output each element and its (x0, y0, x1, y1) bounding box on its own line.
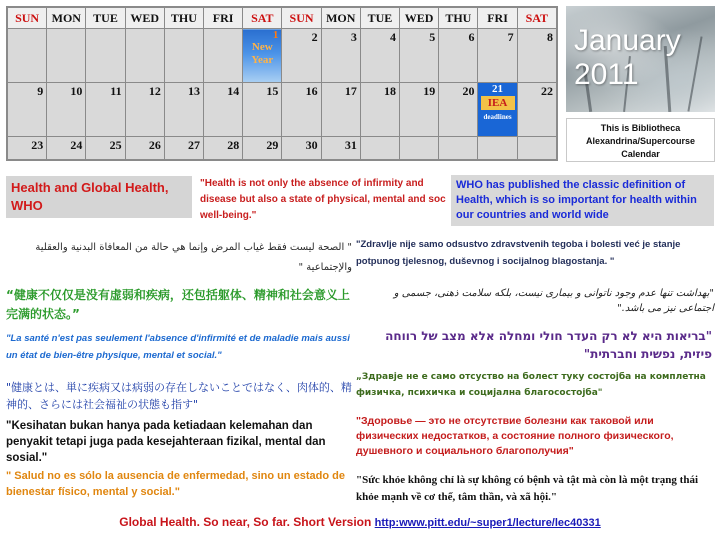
calendar-day: 28 (204, 136, 243, 159)
photo-month-title (574, 24, 681, 92)
weekday-header-row (8, 8, 557, 29)
weekday-header: THU (164, 8, 203, 29)
calendar-day: 22 (517, 82, 556, 136)
quote-vietnamese: "Sức khỏe không chỉ là sự không có bệnh và tật mà còn là một trạng thái khỏe mạnh về cơ thể, tâm thần, và xã hội." (356, 474, 699, 503)
quote-french: "La santé n'est pas seulement l'absence d'infirmité et de maladie mais aussi un état de bien-être physique, mental et social." (6, 333, 350, 361)
quote-russian: "Здоровье — это не отсутствие болезни как таковой или физических недостатков, а состояние полного физического, душевного и социального благополучия" (356, 415, 674, 457)
calendar-day-empty (125, 29, 164, 83)
calendar-day: 11 (86, 82, 125, 136)
calendar-day: 17 (321, 82, 360, 136)
calendar-day-empty (517, 136, 556, 159)
weekday-header: FRI (204, 8, 243, 29)
section-heading: Health and Global Health, WHO (6, 176, 192, 218)
calendar-caption (566, 118, 715, 162)
calendar-day: 20 (439, 82, 478, 136)
who-note: WHO has published the classic definition of Health, which is so important for health within our countries and world wide (451, 175, 714, 226)
quote-indonesian: "Kesihatan bukan hanya pada ketiadaan kelemahan dan penyakit tetapi juga pada kesejahteraan fizikal, mental dan sosial." (6, 420, 326, 464)
calendar-day: 10 (47, 82, 86, 136)
calendar-day: 15 (243, 82, 282, 136)
quote-macedonian: „Здравје не е само отсуство на болест туку состојба на комплетна физичка, психичка и социјална благосостојба" (356, 372, 706, 398)
quote-hebrew: "בריאות היא לא רק העדר חולי ומחלה אלא מצב של רווחה פיזית, נפשית וחברתית" (385, 329, 712, 361)
caption-line: This is Bibliotheca (600, 123, 681, 133)
iea-deadlines-label: deadlines (483, 112, 512, 121)
january-calendar (6, 6, 558, 161)
calendar-day: 4 (360, 29, 399, 83)
weekday-header: TUE (86, 8, 125, 29)
day-number: 1 (272, 29, 279, 41)
weekday-header: TUE (360, 8, 399, 29)
calendar-day: 18 (360, 82, 399, 136)
month-name: January (574, 24, 681, 57)
quote-persian: "بهداشت تنها عدم وجود ناتوانی و بیماری نیست، بلکه سلامت ذهنی، جسمی و اجتماعی نیز می باشد." (393, 288, 714, 314)
calendar-day: 24 (47, 136, 86, 159)
calendar-day: 3 (321, 29, 360, 83)
definition-line: disease but also a state of physical, mental and soc (200, 194, 446, 205)
calendar-grid (7, 7, 557, 160)
calendar-day: 9 (8, 82, 47, 136)
calendar-day: 29 (243, 136, 282, 159)
calendar-day: 16 (282, 82, 321, 136)
new-year-label: Year (251, 54, 274, 66)
calendar-day: 14 (204, 82, 243, 136)
calendar-day: 19 (400, 82, 439, 136)
calendar-day: 26 (125, 136, 164, 159)
calendar-day: 5 (400, 29, 439, 83)
calendar-week-row (8, 82, 557, 136)
calendar-week-row (8, 29, 557, 83)
calendar-day-new-year (243, 29, 282, 83)
calendar-day-empty (47, 29, 86, 83)
day-number: 21 (492, 82, 504, 95)
calendar-day: 25 (86, 136, 125, 159)
caption-line: Calendar (621, 149, 660, 159)
definition-line: "Health is not only the absence of infirmity and (200, 178, 424, 189)
weekday-header: MON (321, 8, 360, 29)
calendar-day: 30 (282, 136, 321, 159)
tree-branch (687, 36, 702, 111)
footer (0, 514, 720, 531)
calendar-day: 27 (164, 136, 203, 159)
calendar-day: 31 (321, 136, 360, 159)
calendar-day: 7 (478, 29, 517, 83)
quote-croatian: "Zdravlje nije samo odsustvo zdravstvenih tegoba i bolesti već je stanje potpunog tjelesnog, duševnog i socijalnog blagostanja. " (356, 239, 681, 267)
weekday-header: SAT (517, 8, 556, 29)
caption-line: Alexandrina/Supercourse (585, 136, 696, 146)
new-year-label: New (251, 41, 273, 53)
calendar-day: 23 (8, 136, 47, 159)
weekday-header: SUN (282, 8, 321, 29)
calendar-day-empty (164, 29, 203, 83)
quote-arabic: " الصحة ليست فقط غياب المرض وإنما هي حالة من المعافاة البدنية والعقلية والإجتماعية " (35, 242, 352, 273)
calendar-day-empty (204, 29, 243, 83)
definition-english (200, 176, 452, 222)
calendar-day-empty (86, 29, 125, 83)
iea-badge: IEA (481, 96, 515, 110)
calendar-day-empty (439, 136, 478, 159)
calendar-day: 12 (125, 82, 164, 136)
weekday-header: WED (400, 8, 439, 29)
weekday-header: WED (125, 8, 164, 29)
weekday-header: MON (47, 8, 86, 29)
calendar-day-empty (8, 29, 47, 83)
calendar-day-empty (478, 136, 517, 159)
footer-title: Global Health. So near, So far. Short Version (119, 515, 372, 529)
weekday-header: SUN (8, 8, 47, 29)
calendar-day-empty (400, 136, 439, 159)
weekday-header: FRI (478, 8, 517, 29)
calendar-day-empty (360, 136, 399, 159)
definition-line: well-being." (200, 210, 257, 221)
quote-japanese: "健康とは、単に疾病又は病弱の存在しないことではなく、肉体的、精神的、さらには社会福祉の状態も指す" (6, 381, 352, 411)
calendar-week-row (8, 136, 557, 159)
calendar-day-iea-deadline (478, 82, 517, 136)
weekday-header: SAT (243, 8, 282, 29)
calendar-day: 6 (439, 29, 478, 83)
weekday-header: THU (439, 8, 478, 29)
quote-spanish: " Salud no es sólo la ausencia de enfermedad, sino un estado de bienestar físico, mental y social." (6, 470, 345, 498)
lecture-link[interactable]: http:www.pitt.edu/~super1/lecture/lec40331 (374, 517, 601, 529)
calendar-day: 8 (517, 29, 556, 83)
calendar-day: 13 (164, 82, 203, 136)
month-year: 2011 (574, 58, 639, 91)
calendar-day: 2 (282, 29, 321, 83)
january-snow-photo (566, 6, 715, 112)
quote-chinese: “健康不仅仅是没有虚弱和疾病，还包括躯体、精神和社会意义上完满的状态。” (6, 288, 350, 321)
